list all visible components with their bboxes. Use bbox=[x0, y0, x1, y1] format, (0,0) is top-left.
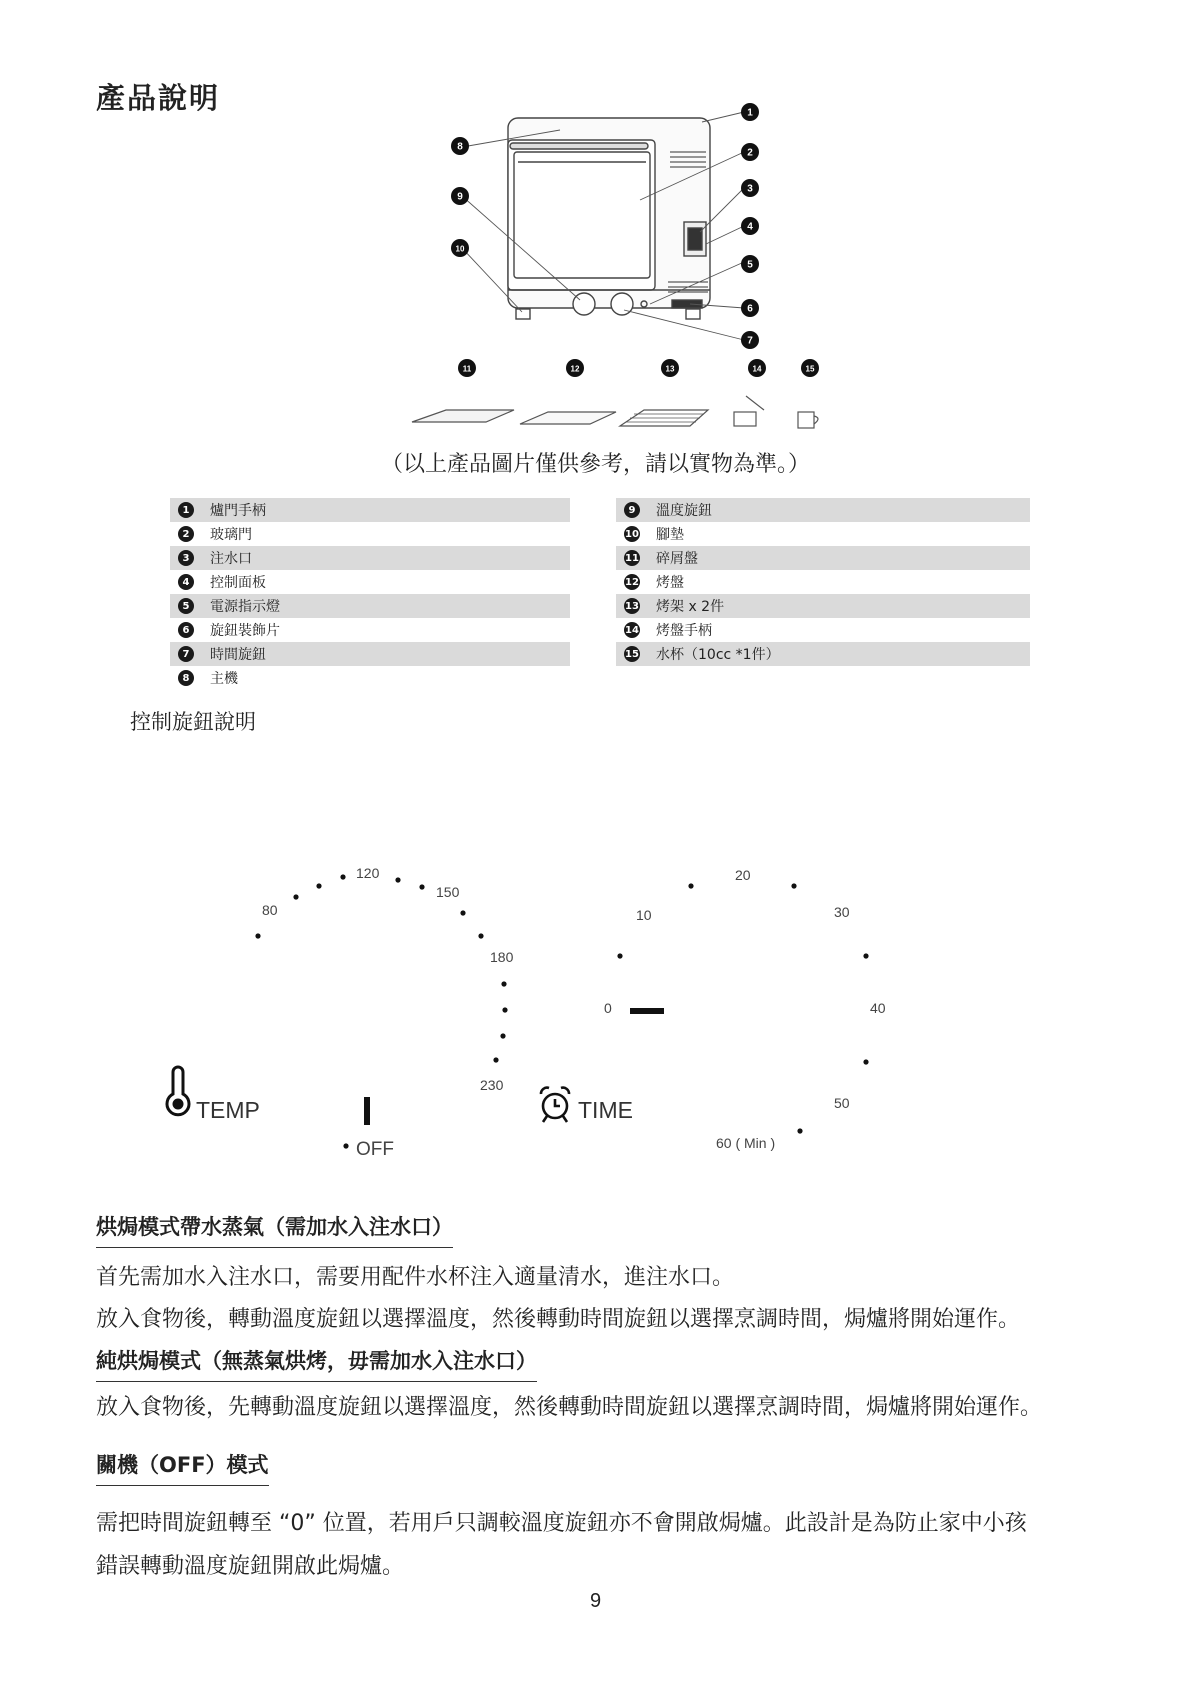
section-off-line-1: 需把時間旋鈕轉至 “0” 位置，若用戶只調較溫度旋鈕亦不會開啟焗爐。此設計是為防止家中小孩 bbox=[96, 1511, 1027, 1536]
callout-badge bbox=[741, 217, 759, 235]
callout-number: 12 bbox=[570, 364, 580, 374]
legend-label: 玻璃門 bbox=[210, 527, 252, 543]
legend-row bbox=[616, 522, 1030, 546]
callout-number: 5 bbox=[747, 259, 753, 271]
time-label-60: 60 ( Min ) bbox=[716, 1135, 776, 1151]
callout-number: 13 bbox=[665, 364, 675, 374]
legend-label: 烤盤 bbox=[656, 575, 684, 591]
callout-number: 4 bbox=[747, 221, 753, 233]
legend-row bbox=[170, 594, 570, 618]
legend-row bbox=[616, 570, 1030, 594]
section-steam-line-1: 首先需加水入注水口，需要用配件水杯注入適量清水，進注水口。 bbox=[96, 1265, 735, 1290]
callout-badge bbox=[566, 359, 584, 377]
legend-row bbox=[616, 642, 1030, 666]
legend-label: 時間旋鈕 bbox=[210, 647, 266, 663]
legend-number-badge: 1 bbox=[178, 502, 194, 518]
legend-number-badge: 15 bbox=[624, 646, 640, 662]
temp-label-80: 80 bbox=[262, 902, 278, 918]
temp-word: TEMP bbox=[196, 1097, 260, 1123]
legend-label: 烤架 x 2件 bbox=[656, 599, 725, 615]
callout-badge bbox=[458, 359, 476, 377]
time-label-0: 0 bbox=[604, 1000, 612, 1016]
section-off-heading bbox=[96, 1449, 269, 1486]
callout-badge bbox=[741, 331, 759, 349]
callout-number: 11 bbox=[462, 364, 472, 374]
time-label-50: 50 bbox=[834, 1095, 850, 1111]
control-dials bbox=[0, 850, 1191, 1180]
section-heading: 關機（OFF）模式 bbox=[96, 1449, 269, 1486]
callout-badge bbox=[801, 359, 819, 377]
temp-off-marker bbox=[364, 1097, 370, 1125]
time-label-20: 20 bbox=[735, 867, 751, 883]
time-label-30: 30 bbox=[834, 904, 850, 920]
legend-label: 注水口 bbox=[210, 551, 252, 567]
knob-section-title: 控制旋鈕說明 bbox=[130, 710, 256, 734]
callout-number: 15 bbox=[805, 364, 815, 374]
callout-number: 2 bbox=[747, 147, 753, 159]
callout-number: 1 bbox=[747, 107, 753, 119]
legend-row bbox=[616, 618, 1030, 642]
legend-number-badge: 4 bbox=[178, 574, 194, 590]
legend-label: 碎屑盤 bbox=[656, 551, 698, 567]
legend-number-badge: 13 bbox=[624, 598, 640, 614]
callout-number: 3 bbox=[747, 183, 753, 195]
callout-badge bbox=[741, 255, 759, 273]
legend-number-badge: 2 bbox=[178, 526, 194, 542]
legend-label: 主機 bbox=[210, 671, 238, 687]
callout-number: 6 bbox=[747, 303, 753, 315]
callout-number: 9 bbox=[457, 191, 463, 203]
parts-legend-right bbox=[616, 498, 1030, 666]
legend-label: 烤盤手柄 bbox=[656, 623, 712, 639]
section-heading: 烘焗模式帶水蒸氣（需加水入注水口） bbox=[96, 1211, 453, 1248]
callout-number: 8 bbox=[457, 141, 463, 153]
legend-label: 電源指示燈 bbox=[210, 599, 280, 615]
callout-badge bbox=[741, 179, 759, 197]
section-heading: 純烘焗模式（無蒸氣烘烤，毋需加水入注水口） bbox=[96, 1345, 537, 1382]
legend-row bbox=[616, 546, 1030, 570]
section-steam-heading bbox=[96, 1211, 453, 1248]
section-bake-line-1: 放入食物後，先轉動溫度旋鈕以選擇溫度，然後轉動時間旋鈕以選擇烹調時間，焗爐將開始運作。 bbox=[96, 1395, 1043, 1420]
legend-number-badge: 5 bbox=[178, 598, 194, 614]
temp-off-label: OFF bbox=[356, 1139, 394, 1160]
legend-number-badge: 8 bbox=[178, 670, 194, 686]
temp-label-150: 150 bbox=[436, 884, 460, 900]
legend-row bbox=[170, 498, 570, 522]
legend-number-badge: 14 bbox=[624, 622, 640, 638]
time-word: TIME bbox=[578, 1097, 633, 1123]
section-bake-heading bbox=[96, 1345, 537, 1382]
temp-label-180: 180 bbox=[490, 949, 514, 965]
callout-badge bbox=[451, 187, 469, 205]
alarm-clock-icon bbox=[541, 1088, 569, 1122]
legend-row bbox=[170, 618, 570, 642]
page-title: 產品說明 bbox=[96, 81, 221, 115]
callout-badge bbox=[451, 239, 469, 257]
callout-number: 7 bbox=[747, 335, 753, 347]
accessories-illustration bbox=[412, 396, 818, 428]
callout-badge bbox=[661, 359, 679, 377]
legend-number-badge: 12 bbox=[624, 574, 640, 590]
legend-row bbox=[616, 594, 1030, 618]
legend-row bbox=[170, 666, 570, 690]
parts-legend-left bbox=[170, 498, 570, 690]
thermometer-icon bbox=[167, 1067, 189, 1115]
temp-dial-dots bbox=[255, 874, 507, 1148]
section-steam-line-2: 放入食物後，轉動溫度旋鈕以選擇溫度，然後轉動時間旋鈕以選擇烹調時間，焗爐將開始運作。 bbox=[96, 1307, 1021, 1332]
callout-badge bbox=[741, 103, 759, 121]
callout-badge bbox=[741, 143, 759, 161]
legend-number-badge: 10 bbox=[624, 526, 640, 542]
legend-label: 控制面板 bbox=[210, 575, 266, 591]
callout-badge bbox=[748, 359, 766, 377]
legend-number-badge: 3 bbox=[178, 550, 194, 566]
callout-badge bbox=[741, 299, 759, 317]
temp-label-230: 230 bbox=[480, 1077, 504, 1093]
legend-number-badge: 11 bbox=[624, 550, 640, 566]
temp-label-120: 120 bbox=[356, 865, 380, 881]
diagram-caption: （以上產品圖片僅供參考，請以實物為準。） bbox=[380, 452, 810, 477]
callout-number: 14 bbox=[752, 364, 762, 374]
callout-badge bbox=[451, 137, 469, 155]
time-label-10: 10 bbox=[636, 907, 652, 923]
legend-row bbox=[170, 546, 570, 570]
legend-row bbox=[616, 498, 1030, 522]
page-number: 9 bbox=[589, 1590, 602, 1612]
legend-label: 水杯（10cc *1件） bbox=[656, 647, 780, 663]
legend-number-badge: 7 bbox=[178, 646, 194, 662]
legend-label: 溫度旋鈕 bbox=[656, 503, 712, 519]
legend-number-badge: 6 bbox=[178, 622, 194, 638]
time-zero-marker bbox=[630, 1008, 664, 1014]
time-label-40: 40 bbox=[870, 1000, 886, 1016]
product-diagram bbox=[0, 0, 1191, 440]
legend-row bbox=[170, 522, 570, 546]
callout-number: 10 bbox=[455, 244, 465, 254]
oven-illustration bbox=[508, 118, 710, 319]
legend-row bbox=[170, 570, 570, 594]
legend-label: 爐門手柄 bbox=[210, 503, 266, 519]
legend-label: 旋鈕裝飾片 bbox=[210, 623, 280, 639]
legend-row bbox=[170, 642, 570, 666]
section-off-line-2: 錯誤轉動溫度旋鈕開啟此焗爐。 bbox=[96, 1554, 405, 1579]
legend-label: 腳墊 bbox=[656, 527, 684, 543]
legend-number-badge: 9 bbox=[624, 502, 640, 518]
